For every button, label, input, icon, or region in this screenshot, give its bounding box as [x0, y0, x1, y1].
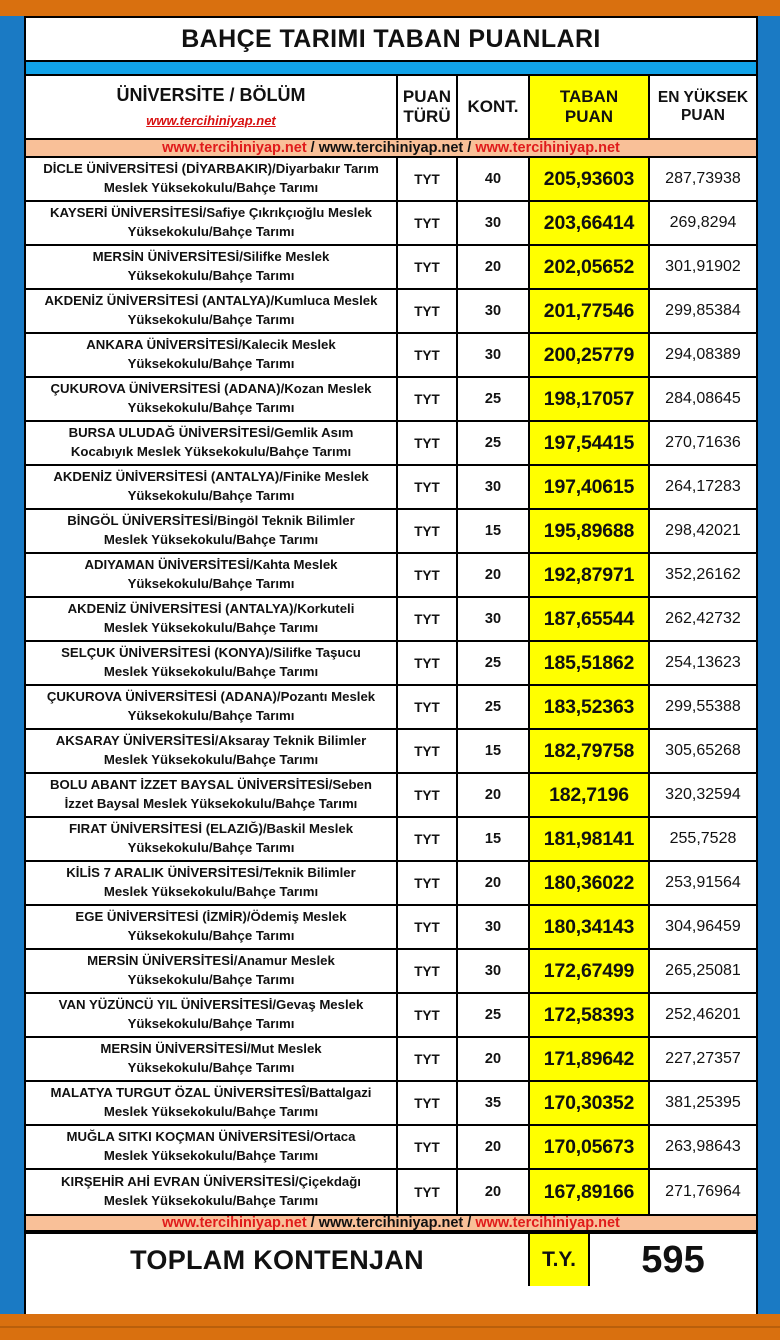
cell-base-score: 198,17057: [530, 378, 650, 420]
total-quota-value: 595: [641, 1238, 705, 1281]
cell-highest-score: 264,17283: [650, 466, 756, 508]
cell-score-type: TYT: [398, 510, 458, 552]
cell-score-type: TYT: [398, 246, 458, 288]
table-row: [26, 686, 756, 730]
university-line-1: SELÇUK ÜNİVERSİTESİ (KONYA)/Silifke Taşucu: [61, 645, 361, 661]
cell-quota: 25: [458, 378, 530, 420]
cell-base-score: 170,30352: [530, 1082, 650, 1124]
cell-base-score: 205,93603: [530, 158, 650, 200]
university-line-1: KAYSERİ ÜNİVERSİTESİ/Safiye Çıkrıkçıoğlu Meslek: [50, 205, 372, 221]
promo-link-1[interactable]: www.tercihiniyap.net: [162, 139, 307, 156]
cell-quota: 30: [458, 598, 530, 640]
university-line-2: Meslek Yüksekokulu/Bahçe Tarımı: [103, 1104, 319, 1119]
cell-university: [26, 994, 398, 1036]
table-row: [26, 818, 756, 862]
promo-separator-2: /: [463, 139, 476, 156]
cell-score-type: TYT: [398, 1038, 458, 1080]
cell-score-type: TYT: [398, 334, 458, 376]
cell-university: [26, 510, 398, 552]
cell-university: [26, 862, 398, 904]
university-line-2: Yüksekokulu/Bahçe Tarımı: [127, 576, 295, 591]
university-line-1: MERSİN ÜNİVERSİTESİ/Silifke Meslek: [92, 249, 330, 265]
cell-quota: 30: [458, 290, 530, 332]
university-line-2: Yüksekokulu/Bahçe Tarımı: [127, 708, 295, 723]
cell-base-score: 172,67499: [530, 950, 650, 992]
cell-quota: 25: [458, 642, 530, 684]
promo-separator-2-bottom: /: [463, 1214, 476, 1231]
cell-score-type: TYT: [398, 994, 458, 1036]
cell-highest-score: 271,76964: [650, 1170, 756, 1214]
cell-highest-score: 301,91902: [650, 246, 756, 288]
cell-highest-score: 381,25395: [650, 1082, 756, 1124]
cell-university: [26, 686, 398, 728]
cell-university: [26, 1126, 398, 1168]
cell-highest-score: 284,08645: [650, 378, 756, 420]
cell-score-type: TYT: [398, 730, 458, 772]
university-line-2: Yüksekokulu/Bahçe Tarımı: [127, 840, 295, 855]
table-row: [26, 510, 756, 554]
university-line-1: MERSİN ÜNİVERSİTESİ/Mut Meslek: [100, 1041, 322, 1057]
column-header-quota: [458, 76, 530, 138]
cell-university: [26, 1082, 398, 1124]
university-line-1: KİLİS 7 ARALIK ÜNİVERSİTESİ/Teknik Bilimler: [66, 865, 356, 881]
cell-base-score: 197,54415: [530, 422, 650, 464]
cell-score-type: TYT: [398, 686, 458, 728]
university-line-1: BOLU ABANT İZZET BAYSAL ÜNİVERSİTESİ/Seben: [50, 777, 372, 793]
university-line-1: BURSA ULUDAĞ ÜNİVERSİTESİ/Gemlik Asım: [68, 425, 354, 441]
university-line-1: MALATYA TURGUT ÖZAL ÜNİVERSİTESÎ/Battalgazi: [50, 1085, 372, 1101]
university-line-1: ANKARA ÜNİVERSİTESİ/Kalecik Meslek: [86, 337, 336, 353]
cell-score-type: TYT: [398, 554, 458, 596]
cell-university: [26, 1170, 398, 1214]
cell-highest-score: 263,98643: [650, 1126, 756, 1168]
cell-base-score: 200,25779: [530, 334, 650, 376]
table-row: [26, 202, 756, 246]
university-line-2: Meslek Yüksekokulu/Bahçe Tarımı: [103, 620, 319, 635]
table-row: [26, 1082, 756, 1126]
cell-university: [26, 730, 398, 772]
cell-score-type: TYT: [398, 950, 458, 992]
table-row: [26, 1038, 756, 1082]
cell-university: [26, 906, 398, 948]
cell-score-type: TYT: [398, 774, 458, 816]
cell-base-score: 180,34143: [530, 906, 650, 948]
university-line-1: AKDENİZ ÜNİVERSİTESİ (ANTALYA)/Kumluca Meslek: [44, 293, 378, 309]
university-line-2: Yüksekokulu/Bahçe Tarımı: [127, 400, 295, 415]
university-line-1: AKDENİZ ÜNİVERSİTESİ (ANTALYA)/Finike Meslek: [53, 469, 369, 485]
university-line-1: ADIYAMAN ÜNİVERSİTESİ/Kahta Meslek: [84, 557, 338, 573]
university-line-2: Kocabıyık Meslek Yüksekokulu/Bahçe Tarımı: [70, 444, 352, 459]
cell-highest-score: 287,73938: [650, 158, 756, 200]
total-quota-value-cell: [590, 1234, 756, 1286]
total-quota-type: T.Y.: [542, 1248, 576, 1271]
column-header-university: [26, 76, 398, 138]
table-row: [26, 466, 756, 510]
cell-quota: 20: [458, 1038, 530, 1080]
cell-quota: 20: [458, 862, 530, 904]
cell-highest-score: 253,91564: [650, 862, 756, 904]
table-body: [26, 158, 756, 1214]
cell-quota: 20: [458, 1170, 530, 1214]
column-header-university-label: ÜNİVERSİTE / BÖLÜM: [116, 85, 306, 106]
cell-score-type: TYT: [398, 906, 458, 948]
cell-quota: 30: [458, 202, 530, 244]
university-line-1: EGE ÜNİVERSİTESİ (İZMİR)/Ödemiş Meslek: [75, 909, 347, 925]
cell-score-type: TYT: [398, 378, 458, 420]
cell-quota: 30: [458, 950, 530, 992]
cell-score-type: TYT: [398, 1082, 458, 1124]
university-line-2: Meslek Yüksekokulu/Bahçe Tarımı: [103, 884, 319, 899]
university-line-2: Yüksekokulu/Bahçe Tarımı: [127, 488, 295, 503]
cell-highest-score: 227,27357: [650, 1038, 756, 1080]
cell-university: [26, 554, 398, 596]
cell-base-score: 171,89642: [530, 1038, 650, 1080]
column-header-highest-score-line1: EN YÜKSEK: [657, 88, 749, 106]
university-line-1: AKDENİZ ÜNİVERSİTESİ (ANTALYA)/Korkuteli: [67, 601, 355, 617]
column-header-base-score: [530, 76, 650, 138]
cell-score-type: TYT: [398, 1126, 458, 1168]
cell-quota: 20: [458, 246, 530, 288]
total-quota-row: [26, 1232, 756, 1286]
cell-score-type: TYT: [398, 598, 458, 640]
table-row: [26, 422, 756, 466]
cell-quota: 30: [458, 906, 530, 948]
university-line-1: MUĞLA SITKI KOÇMAN ÜNİVERSİTESİ/Ortaca: [66, 1129, 356, 1145]
cell-quota: 15: [458, 510, 530, 552]
university-line-1: AKSARAY ÜNİVERSİTESİ/Aksaray Teknik Bilimler: [55, 733, 367, 749]
university-line-2: Meslek Yüksekokulu/Bahçe Tarımı: [103, 532, 319, 547]
cell-base-score: 192,87971: [530, 554, 650, 596]
university-line-1: VAN YÜZÜNCÜ YIL ÜNİVERSİTESİ/Gevaş Meslek: [58, 997, 364, 1013]
university-line-2: Yüksekokulu/Bahçe Tarımı: [127, 356, 295, 371]
university-line-2: Meslek Yüksekokulu/Bahçe Tarımı: [103, 664, 319, 679]
cell-highest-score: 298,42021: [650, 510, 756, 552]
university-line-1: ÇUKUROVA ÜNİVERSİTESİ (ADANA)/Pozantı Meslek: [46, 689, 376, 705]
cell-highest-score: 294,08389: [650, 334, 756, 376]
cell-score-type: TYT: [398, 422, 458, 464]
table-row: [26, 1126, 756, 1170]
column-header-quota-label: KONT.: [467, 96, 519, 116]
column-header-university-url[interactable]: www.tercihiniyap.net: [146, 112, 276, 128]
promo-link-2-bottom[interactable]: www.tercihiniyap.net: [318, 1214, 464, 1231]
table-column-header: [26, 76, 756, 140]
cell-quota: 25: [458, 994, 530, 1036]
cell-quota: 15: [458, 730, 530, 772]
cell-base-score: 197,40615: [530, 466, 650, 508]
table-row: [26, 950, 756, 994]
score-table-sheet: [24, 16, 758, 1314]
university-line-2: Yüksekokulu/Bahçe Tarımı: [127, 312, 295, 327]
page-title: BAHÇE TARIMI TABAN PUANLARI: [181, 24, 601, 53]
cell-university: [26, 422, 398, 464]
cell-university: [26, 246, 398, 288]
top-orange-bar: [0, 0, 780, 16]
column-header-score-type: [398, 76, 458, 138]
university-line-2: Yüksekokulu/Bahçe Tarımı: [127, 972, 295, 987]
cell-university: [26, 950, 398, 992]
cell-quota: 25: [458, 686, 530, 728]
cell-base-score: 201,77546: [530, 290, 650, 332]
cell-quota: 25: [458, 422, 530, 464]
table-row: [26, 906, 756, 950]
table-row: [26, 774, 756, 818]
university-line-1: FIRAT ÜNİVERSİTESİ (ELAZIĞ)/Baskil Meslek: [68, 821, 354, 837]
university-line-1: KIRŞEHİR AHİ EVRAN ÜNİVERSİTESİ/Çiçekdağı: [61, 1174, 361, 1190]
cell-base-score: 202,05652: [530, 246, 650, 288]
cell-base-score: 203,66414: [530, 202, 650, 244]
cell-highest-score: 305,65268: [650, 730, 756, 772]
cell-base-score: 182,7196: [530, 774, 650, 816]
total-quota-type-cell: [530, 1234, 590, 1286]
table-row: [26, 554, 756, 598]
table-row: [26, 158, 756, 202]
cell-base-score: 183,52363: [530, 686, 650, 728]
cell-quota: 20: [458, 554, 530, 596]
cell-university: [26, 774, 398, 816]
cell-base-score: 187,65544: [530, 598, 650, 640]
promo-link-3-bottom[interactable]: www.tercihiniyap.net: [475, 1214, 620, 1231]
cell-base-score: 185,51862: [530, 642, 650, 684]
cell-score-type: TYT: [398, 202, 458, 244]
total-quota-label: TOPLAM KONTENJAN: [130, 1244, 424, 1275]
table-row: [26, 1170, 756, 1214]
cell-highest-score: 299,55388: [650, 686, 756, 728]
table-row: [26, 642, 756, 686]
cell-quota: 30: [458, 466, 530, 508]
promo-band-top: [26, 140, 756, 158]
cell-university: [26, 466, 398, 508]
cell-quota: 40: [458, 158, 530, 200]
cell-base-score: 181,98141: [530, 818, 650, 860]
cell-university: [26, 290, 398, 332]
cell-quota: 15: [458, 818, 530, 860]
cell-base-score: 170,05673: [530, 1126, 650, 1168]
column-header-highest-score: [650, 76, 756, 138]
cell-university: [26, 642, 398, 684]
table-row: [26, 246, 756, 290]
university-line-2: Meslek Yüksekokulu/Bahçe Tarımı: [103, 752, 319, 767]
university-line-1: ÇUKUROVA ÜNİVERSİTESİ (ADANA)/Kozan Meslek: [50, 381, 372, 397]
cell-score-type: TYT: [398, 642, 458, 684]
table-row: [26, 290, 756, 334]
cell-quota: 30: [458, 334, 530, 376]
cell-quota: 20: [458, 774, 530, 816]
table-row: [26, 862, 756, 906]
cell-highest-score: 262,42732: [650, 598, 756, 640]
cell-quota: 35: [458, 1082, 530, 1124]
cell-base-score: 195,89688: [530, 510, 650, 552]
promo-link-2[interactable]: www.tercihiniyap.net: [318, 139, 464, 156]
university-line-1: BİNGÖL ÜNİVERSİTESİ/Bingöl Teknik Bilimler: [67, 513, 355, 529]
university-line-2: Meslek Yüksekokulu/Bahçe Tarımı: [103, 1193, 319, 1208]
cell-base-score: 180,36022: [530, 862, 650, 904]
cell-highest-score: 270,71636: [650, 422, 756, 464]
cell-score-type: TYT: [398, 818, 458, 860]
cell-university: [26, 1038, 398, 1080]
university-line-2: Yüksekokulu/Bahçe Tarımı: [127, 268, 295, 283]
university-line-1: DİCLE ÜNİVERSİTESİ (DİYARBAKIR)/Diyarbakır Tarım: [43, 161, 379, 177]
cell-highest-score: 299,85384: [650, 290, 756, 332]
cell-university: [26, 334, 398, 376]
column-header-base-score-line1: TABAN: [559, 86, 619, 106]
university-line-2: Meslek Yüksekokulu/Bahçe Tarımı: [103, 1148, 319, 1163]
cell-score-type: TYT: [398, 158, 458, 200]
table-row: [26, 730, 756, 774]
university-line-2: Yüksekokulu/Bahçe Tarımı: [127, 224, 295, 239]
cell-highest-score: 265,25081: [650, 950, 756, 992]
cell-university: [26, 158, 398, 200]
university-line-2: İzzet Baysal Meslek Yüksekokulu/Bahçe Tarımı: [64, 796, 358, 811]
cell-base-score: 182,79758: [530, 730, 650, 772]
cell-score-type: TYT: [398, 1170, 458, 1214]
cell-highest-score: 304,96459: [650, 906, 756, 948]
cell-university: [26, 378, 398, 420]
total-quota-label-cell: [26, 1234, 530, 1286]
promo-separator-1: /: [306, 139, 319, 156]
column-header-base-score-line2: PUAN: [564, 107, 614, 126]
table-row: [26, 378, 756, 422]
promo-link-1-bottom[interactable]: www.tercihiniyap.net: [162, 1214, 307, 1231]
cell-score-type: TYT: [398, 290, 458, 332]
cell-quota: 20: [458, 1126, 530, 1168]
cell-base-score: 172,58393: [530, 994, 650, 1036]
cell-base-score: 167,89166: [530, 1170, 650, 1214]
column-header-score-type-line2: TÜRÜ: [403, 107, 451, 126]
cell-score-type: TYT: [398, 466, 458, 508]
university-line-2: Yüksekokulu/Bahçe Tarımı: [127, 1016, 295, 1031]
blue-separator-bar: [26, 62, 756, 76]
cell-score-type: TYT: [398, 862, 458, 904]
promo-band-bottom: [26, 1214, 756, 1232]
cell-highest-score: 254,13623: [650, 642, 756, 684]
cell-highest-score: 269,8294: [650, 202, 756, 244]
column-header-score-type-line1: PUAN: [402, 86, 452, 106]
cell-highest-score: 255,7528: [650, 818, 756, 860]
table-row: [26, 994, 756, 1038]
promo-separator-1-bottom: /: [306, 1214, 319, 1231]
cell-university: [26, 202, 398, 244]
table-row: [26, 598, 756, 642]
cell-university: [26, 818, 398, 860]
cell-highest-score: 252,46201: [650, 994, 756, 1036]
university-line-2: Yüksekokulu/Bahçe Tarımı: [127, 1060, 295, 1075]
cell-highest-score: 320,32594: [650, 774, 756, 816]
column-header-highest-score-line2: PUAN: [681, 107, 725, 124]
university-line-1: MERSİN ÜNİVERSİTESİ/Anamur Meslek: [87, 953, 335, 969]
cell-highest-score: 352,26162: [650, 554, 756, 596]
promo-link-3[interactable]: www.tercihiniyap.net: [475, 139, 620, 156]
table-row: [26, 334, 756, 378]
university-line-2: Yüksekokulu/Bahçe Tarımı: [127, 928, 295, 943]
university-line-2: Meslek Yüksekokulu/Bahçe Tarımı: [103, 180, 319, 195]
cell-university: [26, 598, 398, 640]
bottom-orange-bar: [0, 1314, 780, 1340]
page-title-row: [26, 16, 756, 62]
